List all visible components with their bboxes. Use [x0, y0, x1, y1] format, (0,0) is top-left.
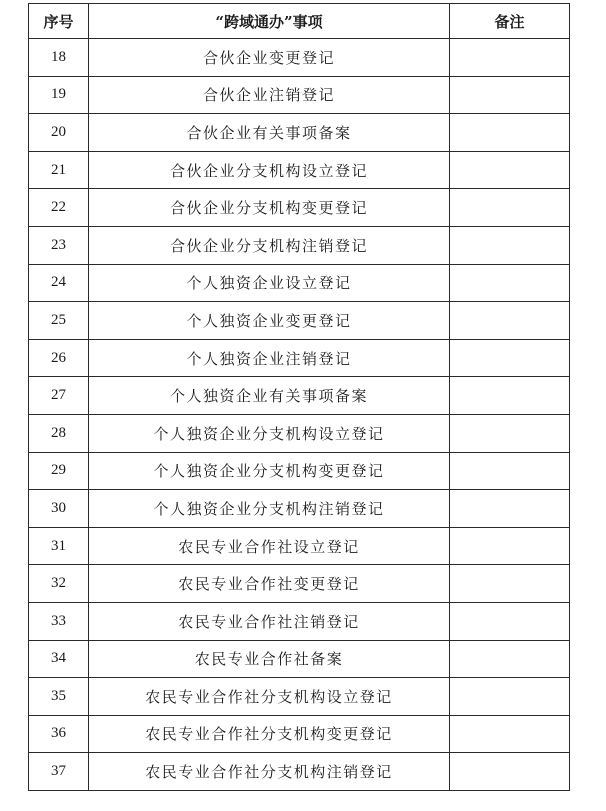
row-serial-number: 37	[29, 753, 89, 791]
row-serial-number: 26	[29, 339, 89, 377]
table-row	[29, 302, 570, 340]
row-remarks	[450, 602, 570, 640]
cross-region-services-table	[28, 3, 570, 791]
row-serial-number: 35	[29, 678, 89, 716]
row-service-item: 农民专业合作社分支机构变更登记	[89, 715, 450, 753]
table-row	[29, 640, 570, 678]
row-serial-number: 32	[29, 565, 89, 603]
row-serial-number: 25	[29, 302, 89, 340]
row-serial-number: 29	[29, 452, 89, 490]
row-service-item: 合伙企业分支机构注销登记	[89, 226, 450, 264]
row-remarks	[450, 527, 570, 565]
row-remarks	[450, 264, 570, 302]
row-remarks	[450, 640, 570, 678]
row-serial-number: 27	[29, 377, 89, 415]
row-remarks	[450, 753, 570, 791]
row-service-item: 个人独资企业分支机构变更登记	[89, 452, 450, 490]
table-row	[29, 114, 570, 152]
table-row	[29, 377, 570, 415]
row-remarks	[450, 452, 570, 490]
table-row	[29, 527, 570, 565]
row-service-item: 农民专业合作社设立登记	[89, 527, 450, 565]
row-serial-number: 23	[29, 226, 89, 264]
row-service-item: 个人独资企业分支机构设立登记	[89, 414, 450, 452]
row-service-item: 个人独资企业变更登记	[89, 302, 450, 340]
table-row	[29, 151, 570, 189]
row-service-item: 农民专业合作社分支机构设立登记	[89, 678, 450, 716]
row-remarks	[450, 565, 570, 603]
row-service-item: 合伙企业分支机构变更登记	[89, 189, 450, 227]
table-row	[29, 264, 570, 302]
row-service-item: 农民专业合作社变更登记	[89, 565, 450, 603]
row-remarks	[450, 715, 570, 753]
table-row	[29, 189, 570, 227]
table-header-row	[29, 4, 570, 39]
row-service-item: 合伙企业分支机构设立登记	[89, 151, 450, 189]
row-service-item: 农民专业合作社分支机构注销登记	[89, 753, 450, 791]
row-remarks	[450, 678, 570, 716]
row-serial-number: 34	[29, 640, 89, 678]
row-serial-number: 33	[29, 602, 89, 640]
row-service-item: 个人独资企业设立登记	[89, 264, 450, 302]
header-remarks: 备注	[450, 4, 570, 39]
row-service-item: 农民专业合作社备案	[89, 640, 450, 678]
row-remarks	[450, 76, 570, 114]
table-row	[29, 414, 570, 452]
row-remarks	[450, 414, 570, 452]
row-serial-number: 20	[29, 114, 89, 152]
row-service-item: 个人独资企业分支机构注销登记	[89, 490, 450, 528]
table-row	[29, 565, 570, 603]
row-serial-number: 30	[29, 490, 89, 528]
row-service-item: 个人独资企业注销登记	[89, 339, 450, 377]
table-row	[29, 452, 570, 490]
table-row	[29, 490, 570, 528]
row-serial-number: 24	[29, 264, 89, 302]
row-remarks	[450, 151, 570, 189]
row-remarks	[450, 189, 570, 227]
row-remarks	[450, 226, 570, 264]
table-row	[29, 226, 570, 264]
table-row	[29, 602, 570, 640]
row-remarks	[450, 377, 570, 415]
row-serial-number: 18	[29, 39, 89, 77]
row-remarks	[450, 302, 570, 340]
row-remarks	[450, 39, 570, 77]
row-service-item: 个人独资企业有关事项备案	[89, 377, 450, 415]
table-row	[29, 678, 570, 716]
row-serial-number: 28	[29, 414, 89, 452]
table-row	[29, 715, 570, 753]
row-serial-number: 21	[29, 151, 89, 189]
table-row	[29, 76, 570, 114]
row-service-item: 农民专业合作社注销登记	[89, 602, 450, 640]
header-serial-number: 序号	[29, 4, 89, 39]
row-service-item: 合伙企业注销登记	[89, 76, 450, 114]
table-row	[29, 339, 570, 377]
row-service-item: 合伙企业有关事项备案	[89, 114, 450, 152]
row-serial-number: 22	[29, 189, 89, 227]
row-serial-number: 36	[29, 715, 89, 753]
row-service-item: 合伙企业变更登记	[89, 39, 450, 77]
header-service-item: “跨域通办”事项	[89, 4, 450, 39]
row-remarks	[450, 339, 570, 377]
row-remarks	[450, 114, 570, 152]
table-row	[29, 39, 570, 77]
row-remarks	[450, 490, 570, 528]
row-serial-number: 31	[29, 527, 89, 565]
table-row	[29, 753, 570, 791]
row-serial-number: 19	[29, 76, 89, 114]
